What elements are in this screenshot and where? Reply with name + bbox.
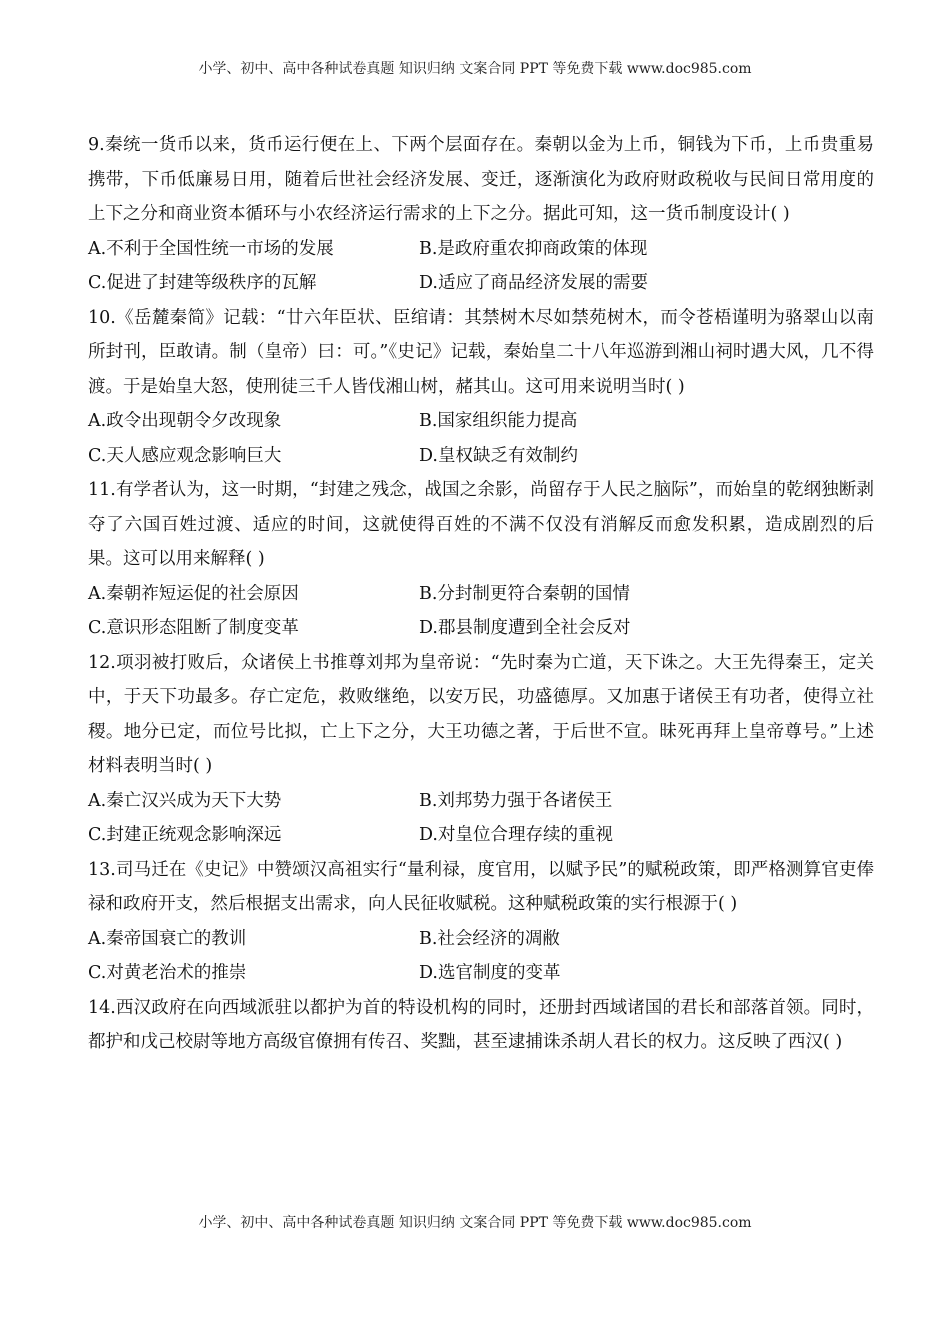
question-list bbox=[88, 128, 874, 1060]
option-d: D.对皇位合理存续的重视 bbox=[419, 825, 613, 845]
question-11 bbox=[88, 473, 874, 646]
question-13 bbox=[88, 853, 874, 991]
option-b: B.社会经济的凋敝 bbox=[419, 928, 560, 949]
page-footer: 小学、初中、高中各种试卷真题 知识归纳 文案合同 PPT 等免费下载 www.doc985.com bbox=[198, 1215, 752, 1231]
option-group bbox=[88, 577, 874, 646]
question-stem: 9.秦统一货币以来，货币运行便在上、下两个层面存在。秦朝以金为上币，铜钱为下币，上币贵重易携带，下币低廉易日用，随着后世社会经济发展、变迁，逐渐演化为政府财政税收与民间日常用度的上下之分和商业资本循环与小农经济运行需求的上下之分。据此可知，这一货币制度设计( ) bbox=[88, 135, 874, 224]
option-c: C.封建正统观念影响深远 bbox=[88, 825, 282, 845]
option-c: C.天人感应观念影响巨大 bbox=[88, 445, 282, 466]
question-10 bbox=[88, 301, 874, 474]
option-c: C.对黄老治术的推崇 bbox=[88, 963, 247, 983]
option-b: B.刘邦势力强于各诸侯王 bbox=[419, 790, 613, 811]
option-group bbox=[88, 232, 874, 301]
option-b: B.国家组织能力提高 bbox=[419, 411, 578, 431]
option-d: D.适应了商品经济发展的需要 bbox=[419, 273, 648, 293]
question-9 bbox=[88, 128, 874, 301]
option-a: A.政令出现朝令夕改现象 bbox=[88, 411, 282, 431]
question-stem: 10.《岳麓秦简》记载：“廿六年臣状、臣绾请：其禁树木尽如禁苑树木，而令苍梧谨明为骆翠山以南所封刊，臣敢请。制（皇帝）曰：可。”《史记》记载，秦始皇二十八年巡游到湘山祠时遇大风，几不得渡。于是始皇大怒，使刑徒三千人皆伐湘山树，赭其山。这可用来说明当时( ) bbox=[88, 307, 874, 397]
option-d: D.皇权缺乏有效制约 bbox=[419, 445, 578, 466]
option-group bbox=[88, 784, 874, 853]
option-group bbox=[88, 404, 874, 473]
question-stem: 13.司马迁在《史记》中赞颂汉高祖实行“量利禄，度官用，以赋予民”的赋税政策，即严格测算官吏俸禄和政府开支，然后根据支出需求，向人民征收赋税。这种赋税政策的实行根源于( ) bbox=[88, 859, 874, 914]
option-b: B.是政府重农抑商政策的体现 bbox=[419, 238, 648, 259]
option-a: A.秦亡汉兴成为天下大势 bbox=[88, 790, 282, 811]
option-a: A.秦帝国衰亡的教训 bbox=[88, 928, 247, 949]
page-header: 小学、初中、高中各种试卷真题 知识归纳 文案合同 PPT 等免费下载 www.doc985.com bbox=[198, 61, 752, 77]
option-d: D.选官制度的变革 bbox=[419, 963, 561, 983]
question-stem: 14.西汉政府在向西域派驻以都护为首的特设机构的同时，还册封西域诸国的君长和部落首领。同时，都护和戊己校尉等地方高级官僚拥有传召、奖黜，甚至逮捕诛杀胡人君长的权力。这反映了西汉( ) bbox=[88, 997, 874, 1052]
option-d: D.郡县制度遭到全社会反对 bbox=[419, 618, 631, 638]
option-c: C.促进了封建等级秩序的瓦解 bbox=[88, 273, 317, 293]
question-stem: 12.项羽被打败后，众诸侯上书推尊刘邦为皇帝说：“先时秦为亡道，天下诛之。大王先得秦王，定关中，于天下功最多。存亡定危，救败继绝，以安万民，功盛德厚。又加惠于诸侯王有功者，使得立社稷。地分已定，而位号比拟，亡上下之分，大王功德之著，于后世不宣。昧死再拜上皇帝尊号。”上述材料表明当时( ) bbox=[88, 652, 874, 776]
option-a: A.秦朝祚短运促的社会原因 bbox=[88, 583, 299, 604]
question-14 bbox=[88, 991, 874, 1060]
option-a: A.不利于全国性统一市场的发展 bbox=[88, 238, 334, 259]
option-b: B.分封制更符合秦朝的国情 bbox=[419, 583, 630, 604]
question-stem: 11.有学者认为，这一时期，“封建之残念，战国之余影，尚留存于人民之脑际”，而始皇的乾纲独断剥夺了六国百姓过渡、适应的时间，这就使得百姓的不满不仅没有消解反而愈发积累，造成剧烈的后果。这可以用来解释( ) bbox=[88, 480, 874, 569]
question-12 bbox=[88, 646, 874, 853]
option-group bbox=[88, 922, 874, 991]
option-c: C.意识形态阻断了制度变革 bbox=[88, 618, 299, 638]
